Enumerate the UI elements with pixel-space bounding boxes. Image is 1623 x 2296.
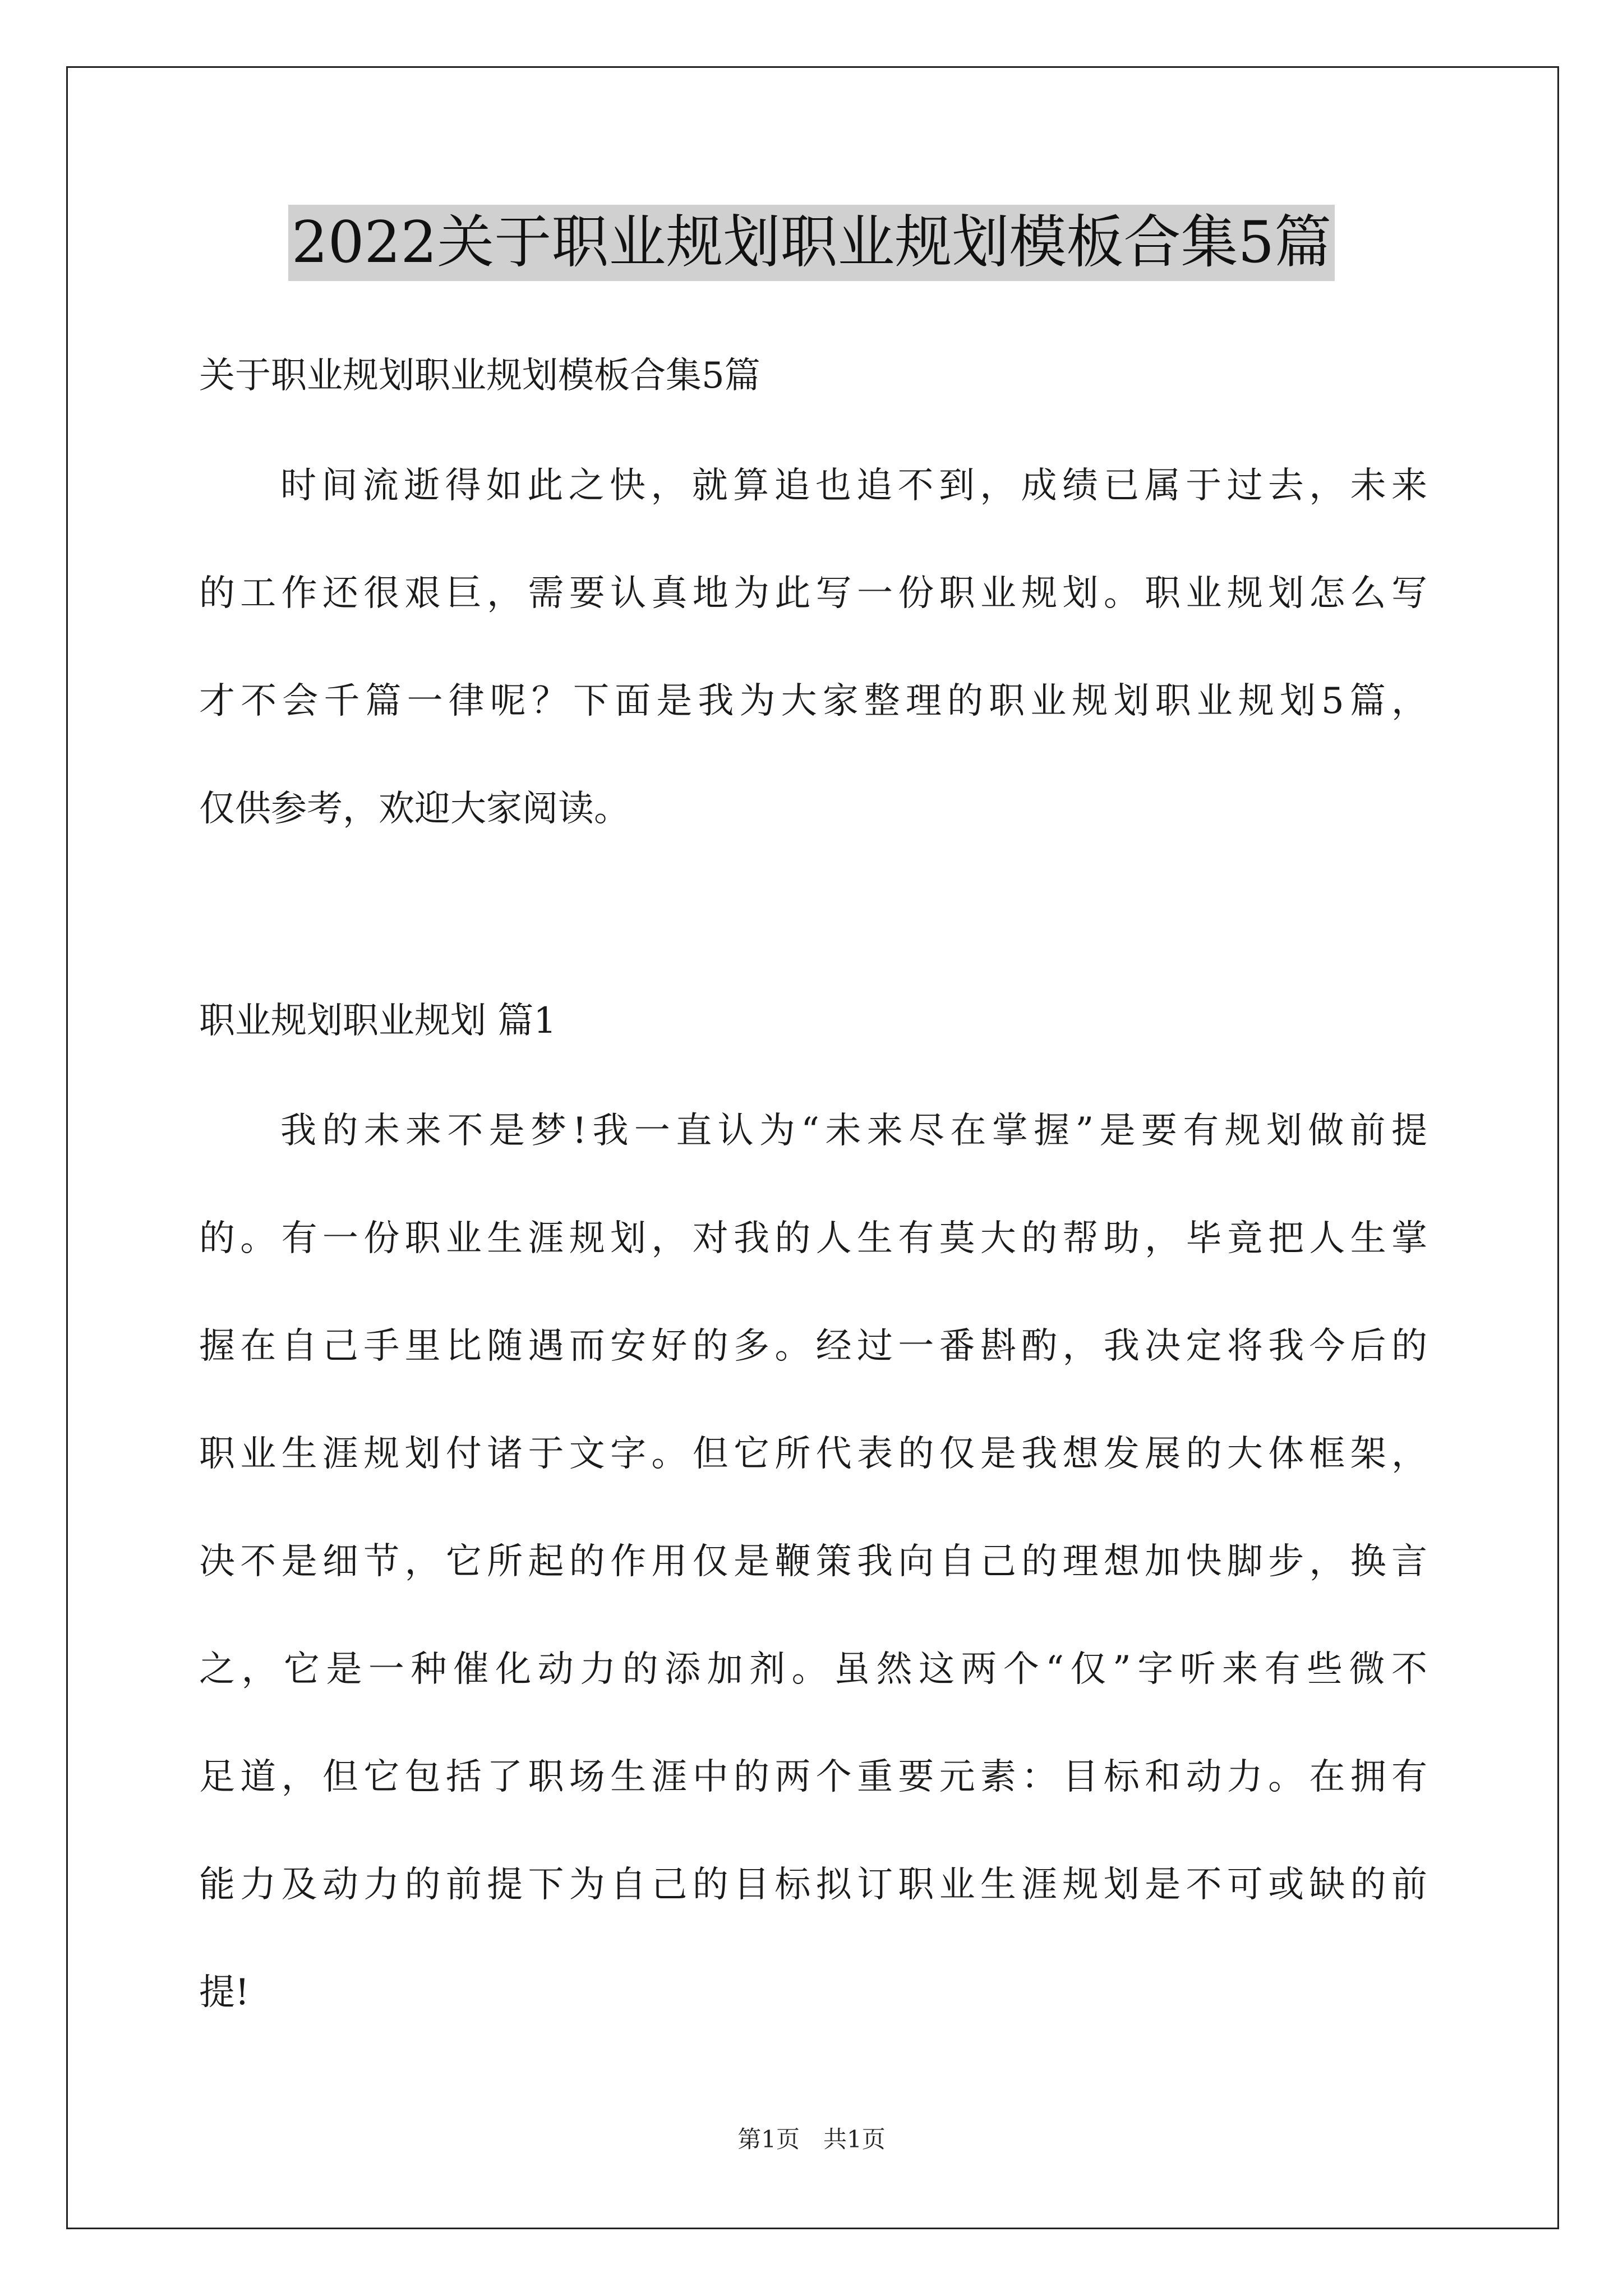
section-heading: 职业规划职业规划 篇1 <box>199 1000 557 1042</box>
intro-line: 才不会千篇一律呢？下面是我为大家整理的职业规划职业规划5篇， <box>199 680 1427 722</box>
title-container <box>0 205 1623 281</box>
section-line: 职业生涯规划付诸于文字。但它所代表的仅是我想发展的大体框架， <box>199 1433 1427 1475</box>
intro-line: 的工作还很艰巨，需要认真地为此写一份职业规划。职业规划怎么写 <box>199 573 1427 614</box>
section-line: 之，它是一种催化动力的添加剂。虽然这两个“仅”字听来有些微不 <box>199 1649 1427 1690</box>
page-footer: 第1页 共1页 <box>737 2125 886 2153</box>
section-line: 提! <box>199 1972 250 2013</box>
document-title: 2022关于职业规划职业规划模板合集5篇 <box>288 205 1335 281</box>
section-line: 我的未来不是梦!我一直认为“未来尽在掌握”是要有规划做前提 <box>280 1110 1427 1152</box>
intro-line: 仅供参考，欢迎大家阅读。 <box>199 788 630 830</box>
section-line: 的。有一份职业生涯规划，对我的人生有莫大的帮助，毕竟把人生掌 <box>199 1218 1427 1259</box>
intro-line: 时间流逝得如此之快，就算追也追不到，成绩已属于过去，未来 <box>280 465 1427 507</box>
section-line: 决不是细节，它所起的作用仅是鞭策我向自己的理想加快脚步，换言 <box>199 1541 1427 1582</box>
document-subtitle: 关于职业规划职业规划模板合集5篇 <box>199 355 760 397</box>
section-line: 握在自己手里比随遇而安好的多。经过一番斟酌，我决定将我今后的 <box>199 1326 1427 1367</box>
section-line: 足道，但它包括了职场生涯中的两个重要元素：目标和动力。在拥有 <box>199 1756 1427 1798</box>
section-line: 能力及动力的前提下为自己的目标拟订职业生涯规划是不可或缺的前 <box>199 1864 1427 1906</box>
